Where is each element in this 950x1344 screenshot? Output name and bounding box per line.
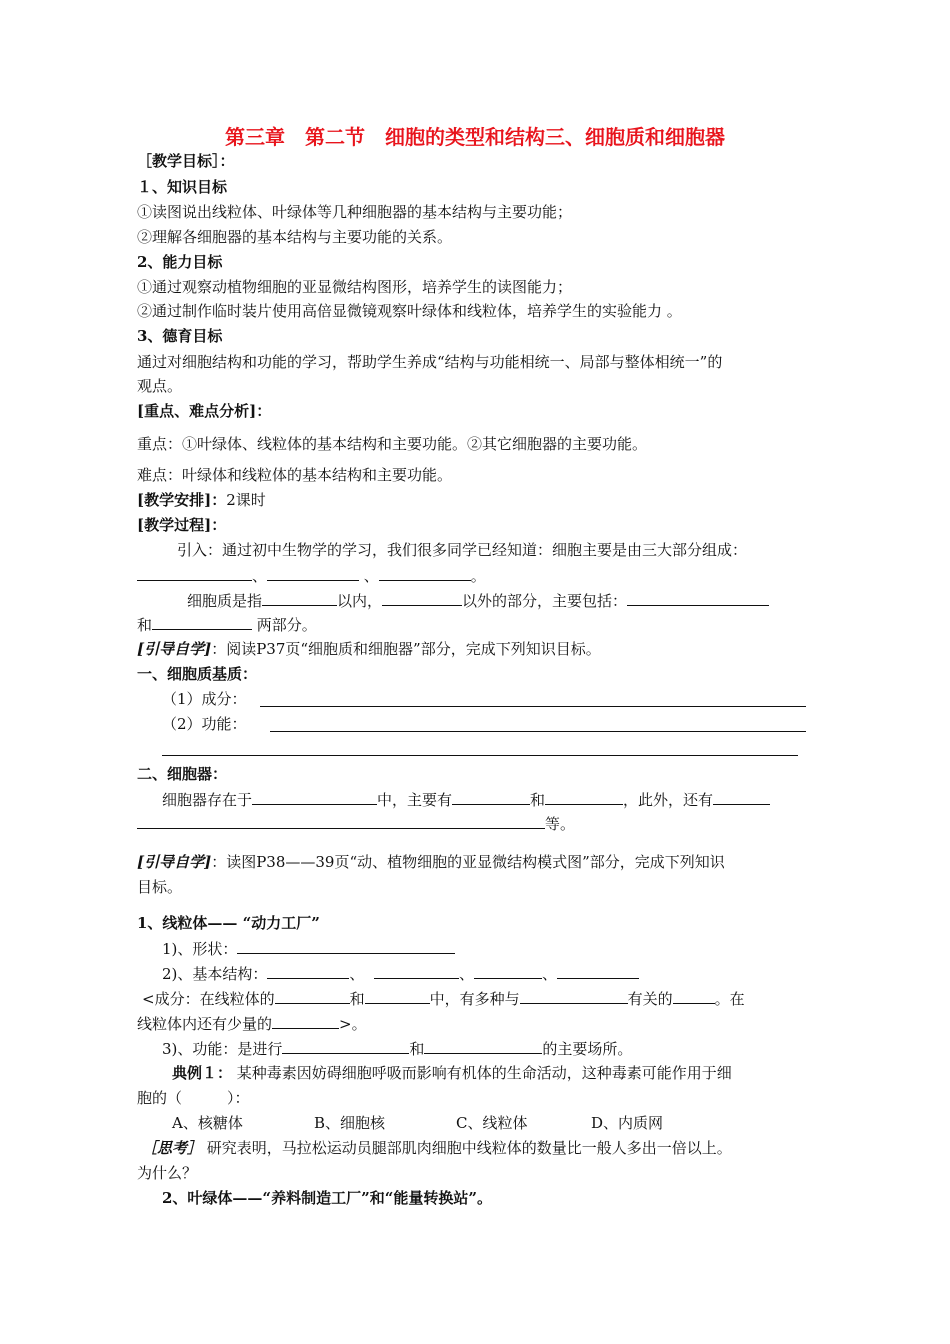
example-1-line2: 胞的（ ）： [137, 1089, 250, 1107]
mito-composition-line1: <成分：在线粒体的 和 中，有多种与 有关的 。在 [142, 990, 745, 1008]
arrange-value: 2课时 [226, 491, 266, 509]
blank-field[interactable] [267, 963, 349, 979]
option-d[interactable]: D、内质网 [591, 1114, 664, 1132]
mito-shape-line: 1)、形状： [162, 938, 455, 959]
think-label: ［思考］ [142, 1139, 203, 1157]
mito-function-line: 3)、功能：是进行 和 的主要场所。 [162, 1040, 633, 1058]
intro-line: 引入：通过初中生物学的学习，我们很多同学已经知道：细胞主要是由三大部分组成： [177, 541, 748, 559]
section-1-function: （2）功能： [162, 715, 247, 733]
moral-goal-line1: 通过对细胞结构和功能的学习，帮助学生养成“结构与功能相统一、局部与整体相统一”的 [137, 353, 723, 371]
option-c[interactable]: C、线粒体 [456, 1114, 528, 1132]
blank-field[interactable] [152, 614, 252, 630]
guide-2-line: [引导自学]：读图P38——39页“动、植物细胞的亚显微结构模式图”部分，完成下列知识 [137, 853, 725, 871]
option-a[interactable]: A、核糖体 [172, 1114, 243, 1132]
blank-field[interactable] [282, 1038, 409, 1054]
think-line2: 为什么？ [137, 1164, 198, 1182]
blank-field[interactable] [275, 988, 350, 1004]
blank-field[interactable] [424, 1038, 542, 1054]
blank-field[interactable] [627, 590, 769, 606]
key-point: 重点：①叶绿体、线粒体的基本结构和主要功能。②其它细胞器的主要功能。 [137, 435, 648, 453]
blank-field[interactable] [557, 963, 639, 979]
blank-field[interactable] [365, 988, 430, 1004]
ability-heading: 2、能力目标 [137, 253, 223, 271]
organelle-line2: 等。 [137, 813, 575, 834]
blank-field[interactable] [379, 565, 471, 581]
guide-2-line2: 目标。 [137, 878, 183, 896]
example-1-label: 典例１： [172, 1064, 233, 1082]
arrange-label: [教学安排]： [137, 491, 227, 509]
difficult-point: 难点：叶绿体和线粒体的基本结构和主要功能。 [137, 466, 453, 484]
guide-2-label: [引导自学] [137, 853, 212, 871]
blank-field[interactable] [237, 938, 455, 954]
knowledge-heading: １、知识目标 [137, 178, 228, 196]
blank-field[interactable] [137, 813, 545, 829]
function-answer-line-2[interactable] [162, 755, 798, 756]
example-1-line1: 典例１： 某种毒素因妨碍细胞呼吸而影响有机体的生命活动，这种毒素可能作用于细 [172, 1064, 732, 1082]
knowledge-goal-1: ①读图说出线粒体、叶绿体等几种细胞器的基本结构与主要功能； [137, 203, 573, 221]
blank-field[interactable] [474, 963, 542, 979]
guide-1-label: [引导自学] [137, 640, 212, 658]
section-1-heading: 一、细胞质基质： [137, 665, 258, 683]
arrange-line [137, 490, 266, 510]
moral-goal-line2: 观点。 [137, 377, 183, 395]
ability-goal-1: ①通过观察动植物细胞的亚显微结构图形，培养学生的读图能力； [137, 278, 573, 296]
blank-field[interactable] [520, 988, 628, 1004]
option-b[interactable]: B、细胞核 [314, 1114, 386, 1132]
organelle-line1: 细胞器存在于 中，主要有 和 ，此外，还有 [162, 789, 770, 810]
ability-goal-2: ②通过制作临时装片使用高倍显微镜观察叶绿体和线粒体，培养学生的实验能力 。 [137, 302, 682, 320]
blank-field[interactable] [673, 988, 715, 1004]
blank-field[interactable] [252, 789, 377, 805]
blank-field[interactable] [262, 590, 337, 606]
example-1-options [172, 1113, 663, 1133]
cytoplasm-def-line2: 和 两部分。 [137, 616, 317, 634]
mito-composition-line2: 线粒体内还有少量的 >。 [137, 1015, 367, 1033]
section-2-heading: 二、细胞器： [137, 765, 228, 783]
process-heading: [教学过程]： [137, 516, 227, 534]
blank-field[interactable] [382, 590, 462, 606]
guide-1-line: [引导自学]：阅读P37页“细胞质和细胞器”部分，完成下列知识目标。 [137, 640, 601, 658]
blank-field[interactable] [374, 963, 459, 979]
key-heading: [重点、难点分析]： [137, 402, 272, 420]
goals-heading: ［教学目标］： [137, 152, 235, 170]
think-line1: ［思考］ 研究表明，马拉松运动员腿部肌肉细胞中线粒体的数量比一般人多出一倍以上。 [142, 1139, 732, 1157]
intro-blanks: 、 、 。 [137, 565, 486, 586]
knowledge-goal-2: ②理解各细胞器的基本结构与主要功能的关系。 [137, 228, 453, 246]
blank-field[interactable] [137, 565, 252, 581]
cytoplasm-def-line1: 细胞质是指 以内， 以外的部分，主要包括： [187, 590, 769, 611]
page-title: 第三章 第二节 细胞的类型和结构三、细胞质和细胞器 [225, 125, 725, 149]
mitochondria-heading: 1、线粒体—— “动力工厂” [137, 914, 320, 932]
function-answer-line-1[interactable] [270, 731, 806, 732]
section-1-composition: （1）成分： [162, 690, 247, 708]
chloroplast-heading: 2、叶绿体——“养料制造工厂”和“能量转换站”。 [162, 1189, 492, 1207]
mito-structure-line: 2)、基本结构： 、 、 、 [162, 963, 639, 984]
blank-field[interactable] [545, 789, 623, 805]
blank-field[interactable] [452, 789, 530, 805]
blank-field[interactable] [713, 789, 770, 805]
blank-field[interactable] [272, 1013, 339, 1029]
composition-answer-line[interactable] [260, 706, 806, 707]
blank-field[interactable] [267, 565, 359, 581]
moral-heading: 3、德育目标 [137, 327, 223, 345]
